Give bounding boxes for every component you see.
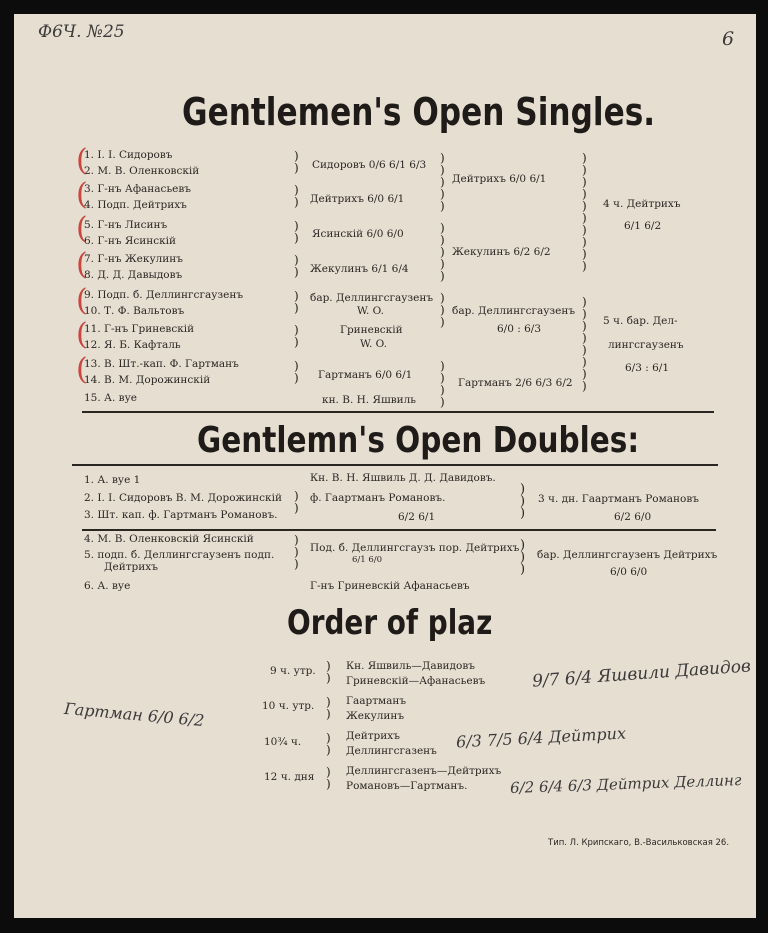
doubles-entrant: 3. Шт. кап. ф. Гартманъ Романовъ. (84, 509, 278, 521)
pencil-bracket: ( (76, 352, 88, 387)
singles-entrant: 4. Подп. Дейтрихъ (84, 199, 187, 211)
round1-result: Гриневскiй (340, 324, 403, 336)
round1-result: W. O. (360, 338, 387, 350)
bracket-mark: ) ) ) (440, 291, 445, 329)
divider (82, 411, 714, 413)
bracket-mark: ) ) ) ) ) (440, 151, 445, 213)
singles-entrant: 6. Г-нъ Ясинскiй (84, 235, 177, 247)
bracket-mark: ) ) (294, 183, 299, 209)
bracket-mark: ) ) ) ) ) ) ) ) ) ) (582, 151, 587, 273)
doubles-result: 6/2 6/1 (398, 511, 436, 523)
bracket-mark: ) ) (326, 765, 331, 791)
pencil-bracket: ( (76, 247, 88, 282)
round1-result: Сидоровъ 0/6 6/1 6/3 (312, 159, 427, 171)
doubles-entrant: 2. I. I. Сидоровъ В. М. Дорожинскiй (84, 492, 282, 504)
semi-result: 6/1 6/2 (624, 220, 662, 232)
printer-imprint: Тип. Л. Крипскаго, В.-Васильковская 26. (548, 838, 730, 848)
handwritten-note: 6/2 6/4 6/3 Дейтрих Деллинг (509, 770, 742, 798)
order-time: 9 ч. утр. (270, 665, 316, 677)
bracket-mark: ) ) ) ) ) ) ) ) (582, 295, 587, 393)
order-match: Деллингсгазенъ (346, 745, 437, 757)
handwritten-note: Гартман 6/0 6/2 (63, 698, 206, 731)
round1-result: Ясинскiй 6/0 6/0 (312, 228, 404, 240)
order-title: Order of plaz (287, 603, 493, 643)
order-match: Жекулинъ (346, 710, 405, 722)
divider (72, 464, 718, 466)
pencil-bracket: ( (76, 317, 88, 352)
doubles-final: бар. Деллингсгаузенъ Дейтрихъ (537, 549, 718, 561)
singles-entrant: 7. Г-нъ Жекулинъ (84, 253, 183, 265)
round2-result: Гартманъ 2/6 6/3 6/2 (458, 377, 573, 389)
singles-entrant: 12. Я. Б. Кафталь (84, 339, 181, 351)
singles-entrant: 8. Д. Д. Давыдовъ (84, 269, 183, 281)
round1-result: Жекулинъ 6/1 6/4 (310, 263, 409, 275)
doubles-title: Gentlemn's Open Doubles: (197, 420, 640, 461)
bracket-mark: ) ) ) (520, 538, 526, 577)
doubles-entrant: 5. подп. б. Деллингсгаузенъ подп. (84, 549, 275, 561)
singles-entrant: 13. В. Шт.-кап. Ф. Гартманъ (84, 358, 239, 370)
doubles-entrant: 4. М. В. Оленковскiй Ясинскiй (84, 533, 254, 545)
handwritten-note: 6/3 7/5 6/4 Дейтрих (455, 723, 627, 752)
bracket-mark: ) ) ) ) ) (440, 221, 445, 283)
pencil-bracket: ( (76, 211, 88, 246)
doubles-result: Кн. В. Н. Яшвиль Д. Д. Давидовъ. (310, 472, 496, 484)
divider (82, 529, 716, 531)
order-match: Дейтрихъ (346, 730, 400, 742)
bracket-mark: ) ) ) (520, 482, 526, 521)
order-match: Кн. Яшвиль—Давидовъ (346, 660, 475, 672)
bracket-mark: ) ) (326, 731, 331, 757)
order-time: 12 ч. дня (264, 771, 315, 783)
round1-result: кн. В. Н. Яшвиль (322, 394, 416, 406)
pencil-bracket: ( (76, 283, 88, 318)
doubles-final: 6/2 6/0 (614, 511, 652, 523)
doubles-final: 3 ч. дн. Гаартманъ Романовъ (538, 493, 699, 505)
archive-mark: Ф6Ч. №25 (38, 22, 125, 42)
bracket-mark: ) ) (294, 149, 299, 175)
semi-result: 4 ч. Дейтрихъ (603, 198, 681, 210)
round1-result: бар. Деллингсгаузенъ (310, 292, 434, 304)
semi-result: 5 ч. бар. Дел- (603, 315, 678, 327)
singles-entrant: 11. Г-нъ Гриневскiй (84, 323, 195, 335)
pencil-bracket: ( (76, 143, 88, 178)
bracket-mark: ) ) (294, 489, 299, 515)
singles-entrant: 1. I. I. Сидоровъ (84, 149, 173, 161)
doubles-result: Г-нъ Гриневскiй Афанасьевъ (310, 580, 470, 592)
order-match: Деллингсгазенъ—Дейтрихъ (346, 765, 502, 777)
doubles-result: Под. б. Деллингсгаузъ пор. Дейтрихъ (310, 542, 520, 554)
bracket-mark: ) ) (294, 289, 299, 315)
doubles-entrant: 1. А. вуе 1 (84, 474, 141, 486)
order-match: Гаартманъ (346, 695, 407, 707)
singles-entrant: 10. Т. Ф. Вальтовъ (84, 305, 185, 317)
round2-result: бар. Деллингсгаузенъ (452, 305, 576, 317)
bracket-mark: ) ) (294, 219, 299, 245)
singles-title: Gentlemen's Open Singles. (182, 90, 656, 134)
bracket-mark: ) ) (326, 695, 331, 721)
round2-result: Жекулинъ 6/2 6/2 (452, 246, 551, 258)
singles-entrant: 14. В. М. Дорожинскiй (84, 374, 211, 386)
round1-result: Гартманъ 6/0 6/1 (318, 369, 413, 381)
singles-entrant: 3. Г-нъ Афанасьевъ (84, 183, 191, 195)
bracket-mark: ) ) (294, 359, 299, 385)
order-match: Романовъ—Гартманъ. (346, 780, 468, 792)
singles-entrant: 9. Подп. б. Деллингсгаузенъ (84, 289, 243, 301)
doubles-entrant: 6. А. вуе (84, 580, 131, 592)
round2-result: 6/0 : 6/3 (497, 323, 542, 335)
doubles-result: 6/1 6/0 (352, 555, 383, 565)
singles-entrant: 15. А. вуе (84, 392, 137, 404)
bracket-mark: ) ) ) (294, 533, 299, 571)
singles-entrant: 5. Г-нъ Лисинъ (84, 219, 168, 231)
doubles-entrant: Дейтрихъ (104, 561, 158, 573)
bracket-mark: ) ) (326, 659, 331, 685)
doubles-result: ф. Гаартманъ Романовъ. (310, 492, 446, 504)
page-number: 6 (722, 28, 735, 50)
round2-result: Дейтрихъ 6/0 6/1 (452, 173, 547, 185)
bracket-mark: ) ) (294, 253, 299, 279)
bracket-mark: ) ) ) ) (440, 359, 445, 409)
doubles-final: 6/0 6/0 (610, 566, 648, 578)
round1-result: Дейтрихъ 6/0 6/1 (310, 193, 405, 205)
pencil-bracket: ( (76, 177, 88, 212)
order-time: 10 ч. утр. (262, 700, 315, 712)
round1-result: W. O. (357, 305, 384, 317)
bracket-mark: ) ) (294, 323, 299, 349)
semi-result: лингсгаузенъ (608, 339, 684, 351)
singles-entrant: 2. М. В. Оленковскiй (84, 165, 200, 177)
semi-result: 6/3 : 6/1 (625, 362, 670, 374)
handwritten-note: 9/7 6/4 Яшвили Давидов (531, 656, 752, 692)
order-match: Гриневскiй—Афанасьевъ (346, 675, 486, 687)
order-time: 10¾ ч. (264, 736, 302, 748)
